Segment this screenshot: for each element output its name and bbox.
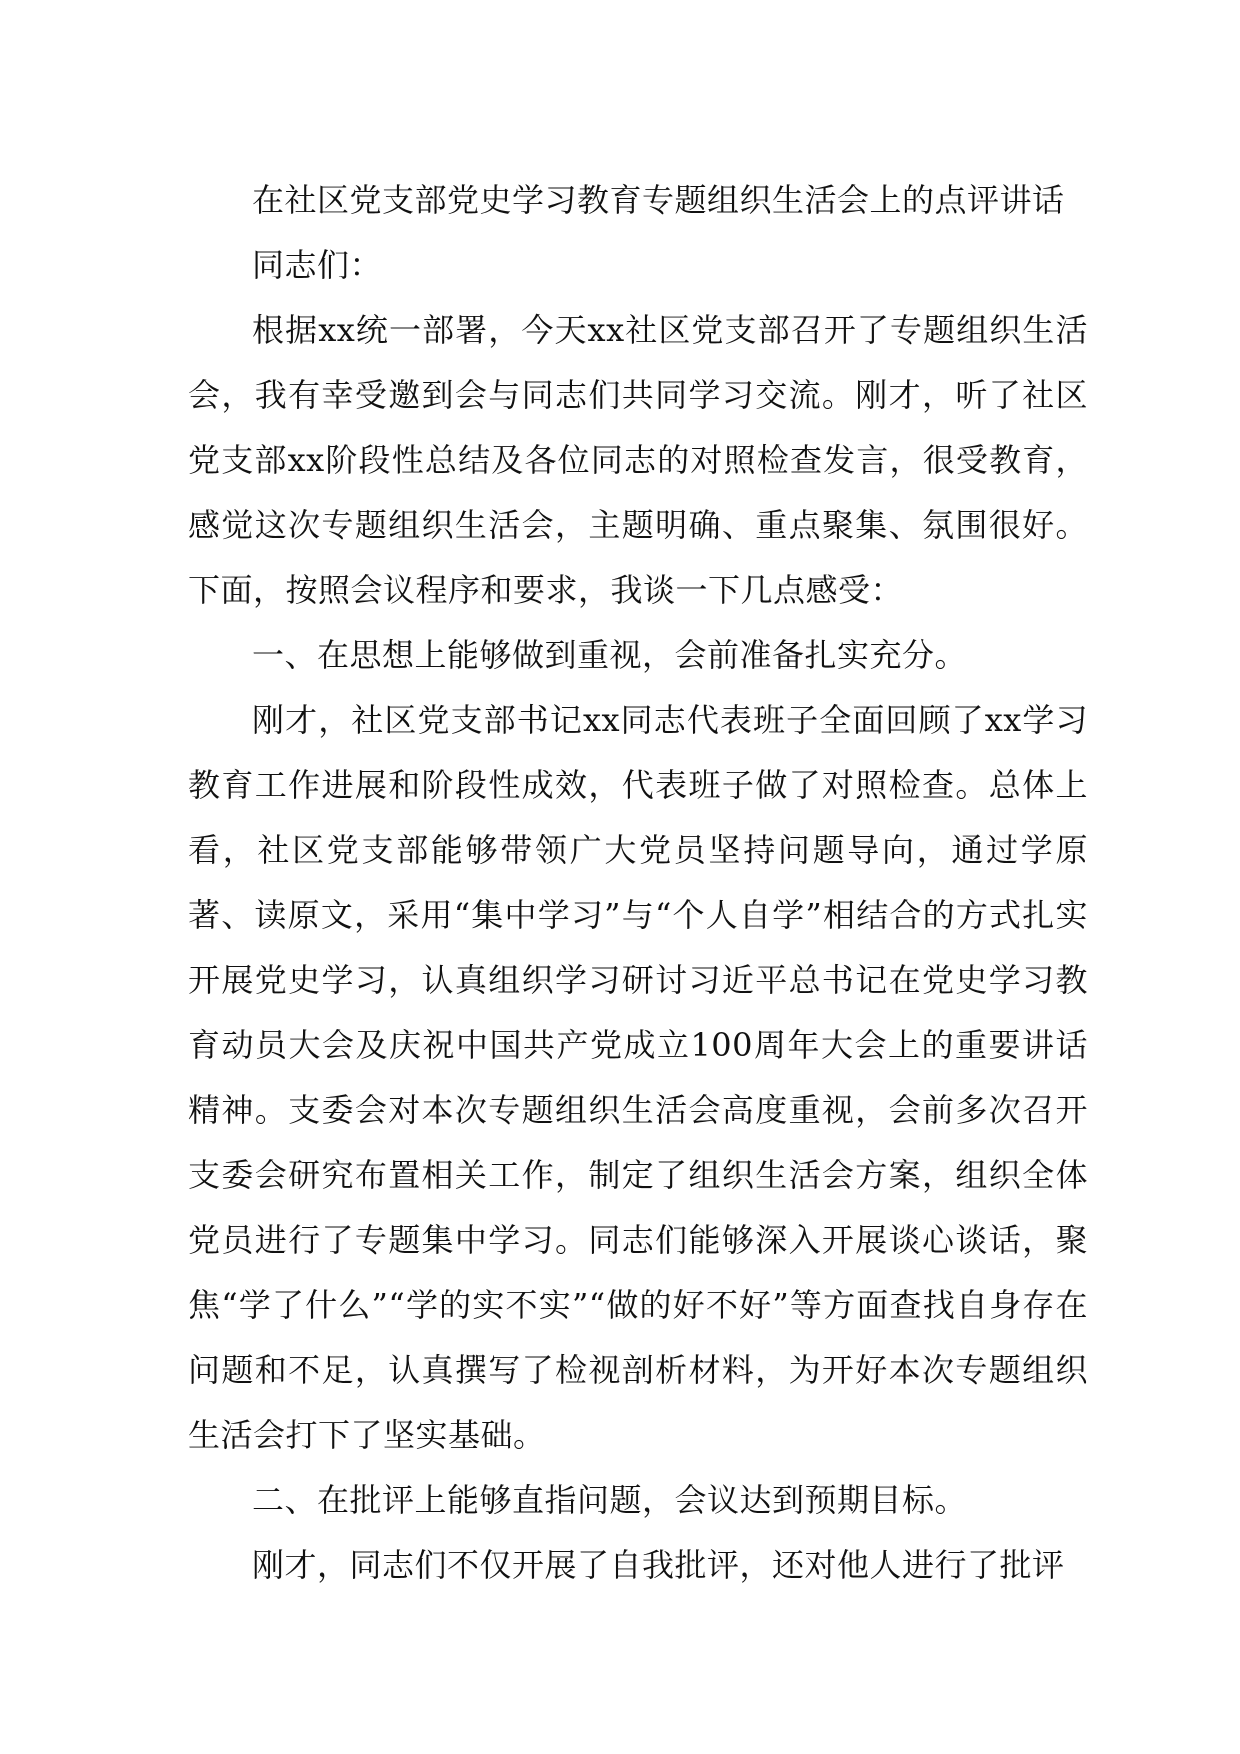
- paragraph-section-2: 刚才，同志们不仅开展了自我批评，还对他人进行了批评: [252, 1546, 1065, 1584]
- section-heading-2: 二、在批评上能够直指问题，会议达到预期目标。: [252, 1481, 968, 1519]
- section-heading-1: 一、在思想上能够做到重视，会前准备扎实充分。: [252, 636, 968, 674]
- paragraph-intro: 根据xx统一部署，今天xx社区党支部召开了专题组织生活会，我有幸受邀到会与同志们共同学习交流。刚才，听了社区党支部xx阶段性总结及各位同志的对照检查发言，很受教育，感觉这次专题组织生活会，主题明确、重点聚集、氛围很好。下面，按照会议程序和要求，我谈一下几点感受：: [188, 311, 1088, 609]
- document-body: [188, 168, 1088, 1598]
- salutation: 同志们：: [252, 246, 383, 284]
- document-title: 在社区党支部党史学习教育专题组织生活会上的点评讲话: [252, 181, 1065, 219]
- paragraph-section-1: 刚才，社区党支部书记xx同志代表班子全面回顾了xx学习教育工作进展和阶段性成效，代表班子做了对照检查。总体上看，社区党支部能够带领广大党员坚持问题导向，通过学原著、读原文，采用“集中学习”与“个人自学”相结合的方式扎实开展党史学习，认真组织学习研讨习近平总书记在党史学习教育动员大会及庆祝中国共产党成立100周年大会上的重要讲话精神。支委会对本次专题组织生活会高度重视，会前多次召开支委会研究布置相关工作，制定了组织生活会方案，组织全体党员进行了专题集中学习。同志们能够深入开展谈心谈话，聚焦“学了什么”“学的实不实”“做的好不好”等方面查找自身存在问题和不足，认真撰写了检视剖析材料，为开好本次专题组织生活会打下了坚实基础。: [188, 701, 1088, 1454]
